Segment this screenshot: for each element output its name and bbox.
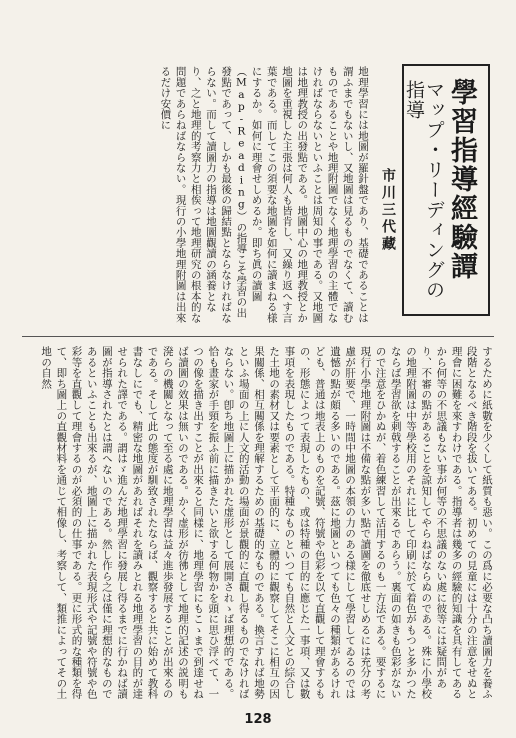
page-number: 128 — [244, 712, 272, 727]
section-divider — [22, 336, 494, 337]
article-subtitle: マップ・リーディングの指導 — [403, 80, 445, 300]
lower-body-text: するために紙數を少くして紙質も惡い。この爲に必要な凸ち讀圖力を養ふ段階となるべき階段を拔いてある。初めての見童には十分の注意をせぬと理會に困難を來すわけである。指導者は幾多の經驗的知識を具有してあるから何等の不思議もない事が何等の不思議のない處に彼等には疑問があり、不審の點があることを諒知してやらねばならぬのである。殊に小學校の地理附圖は中等學校用のそれに比して印刷に於て着色がもつと多かつたならば學習欲を刺戟することが出來るであらう。裏面の如きも色彩がないので注意をひかぬが、着色練習して活用するのも一方法である。要するに現行小學地理附圖は不備な點が多い點で讀圖を徹底せしめるには充分の考慮が肝要で、一時間中地圖の本領の力のある様にして學習してゐるのでは遺憾の點が頗る多いのである。茲に地圖といつても色々の種類があるけれども、普通は地表上のものを記號、符號や色彩を以て直觀して理會するもの、形態によつて表現したもの、或は特種の目的に應じた一事項、又は數事項を表現したものである。特種なものといつても自然と人文との綜合した土地の素材又は要素として平面的に、立體的に觀察してそこに相互の因果關係、相互關係を理解するための基礎的なものである。換言すれば地勢といふ場面の上に人文的活動の場面が景觀的に直觀し得るものでなければならない。卽ち地圖上に描かれた虚形として展開されゝば理想的である。恰も畫家が手頸を振ふ前に描きたいと欲する何物かを頭に思ひ浮べて、一つの像を描き出すことが出來ると同樣に、地理學習にもこゝまで到達せねば讀圖の效果は無いのである。かく虚形が彷彿として地理的記述の説明も溌らの機關となって至る處に地理學習は益々進歩發展することが出來るのである。そして此の態度が馴致されたならば、觀察すると共に始めて教科書なしにでも、精密な地圖があればそれを讀みとれる地理學習の目的が達せられた譯である。謂はゞ進んだ地理學習に發展し得るまでに行かねば讀圖が指導されたとは謂へないのである。然し作ら之は僅に理想的なものであるといふことも出來るが、地圖上に描かれた表現形式や記號や符號や色彩等を直觀して理會するのが必須的の仕事である。更に形式的な種類を得て、即ち圖上の直觀材料を通じて相像し、考察して、類推によってその土地の自然 — [40, 346, 493, 700]
upper-body-text: 地理學習には地圖が羅針盤であり、基礎であることは謂ふまでもないし、又地圖は見るものでなくて、讀むものであることや地理附圖でなく地理學習の主體でなければならないといふことは周知の事である。又地圖は地理教授の出發點である。地圖中心の地理教授とか地圖を重視した主張は何人も皆肯し、又繰り返へす言葉である。而してこの須要な地圖を如何に讀まねる様にするか。如何に理會せしめるか。即ち眞の讀圖（Map-Reading）の指導こそ學習の出發點であって、しかも最後の歸結點とならなければならない。而して讀圖力の指導は地圖觀讀の涵養となり、之と地理的考察力と相俟って地理研究の根本的な問題であらねばならない。現行の小學地理附圖は出來るだけ安價に — [159, 66, 369, 323]
author-name: 市川三代藏 — [380, 168, 396, 253]
article-title: 學習指導經驗譚 — [446, 78, 477, 281]
